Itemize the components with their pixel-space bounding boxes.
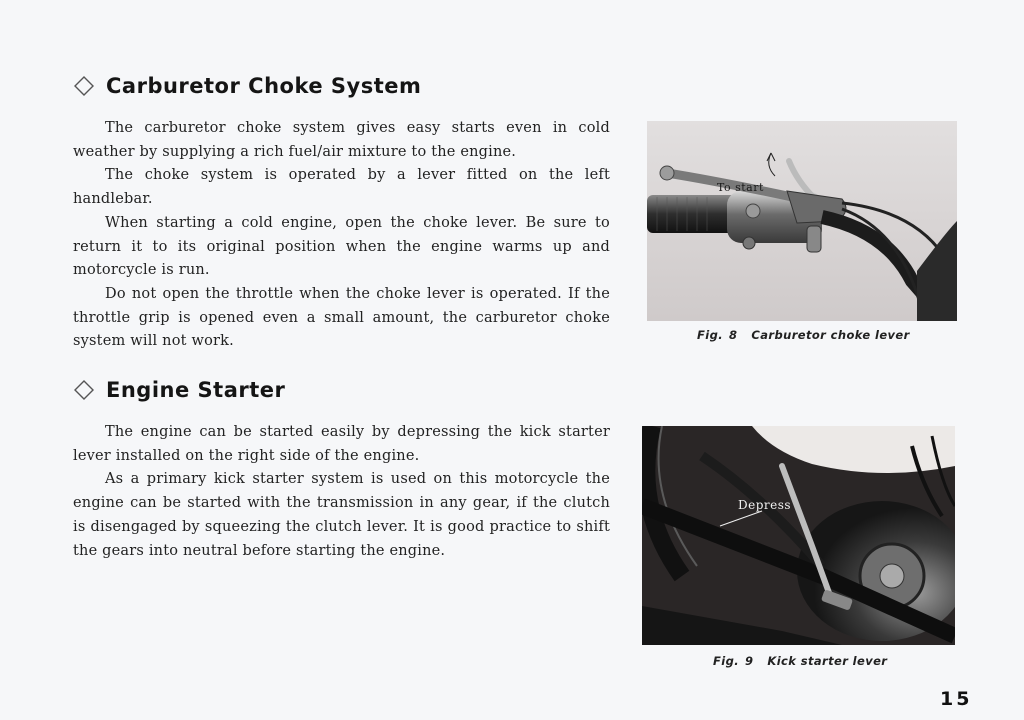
diamond-bullet-icon — [74, 380, 94, 400]
paragraph: When starting a cold engine, open the choke lever. Be sure to return it to its original position when the engine warms up and motorcycle is run. — [73, 214, 610, 279]
engine-illustration — [642, 426, 955, 645]
figure-caption-text: Kick starter lever — [767, 654, 888, 668]
figure-number: 9 — [745, 654, 754, 668]
section-body-carburetor-choke — [73, 117, 610, 354]
figure-label: Fig. — [697, 328, 723, 342]
figure-caption-8 — [697, 328, 910, 342]
figure-caption-9 — [713, 654, 887, 668]
figure-kick-starter-photo — [642, 426, 955, 645]
paragraph: The choke system is operated by a lever fitted on the left handlebar. — [73, 167, 610, 208]
figure-label: Fig. — [713, 654, 739, 668]
page-number: 15 — [940, 688, 973, 710]
section-heading-engine-starter — [74, 378, 285, 402]
paragraph: Do not open the throttle when the choke lever is operated. If the throttle grip is opened even a small amount, the carburetor choke system will not work. — [73, 285, 610, 350]
diamond-bullet-icon — [74, 76, 94, 96]
section-heading-carburetor-choke — [74, 74, 421, 98]
paragraph: The carburetor choke system gives easy starts even in cold weather by supplying a rich fuel/air mixture to the engine. — [73, 120, 610, 160]
section-title: Engine Starter — [106, 378, 286, 402]
section-body-engine-starter — [73, 421, 610, 563]
photo-label-to-start: To start — [717, 181, 764, 194]
section-title: Carburetor Choke System — [106, 74, 422, 98]
figure-caption-text: Carburetor choke lever — [751, 328, 910, 342]
paragraph: The engine can be started easily by depressing the kick starter lever installed on the right side of the engine. — [73, 424, 610, 464]
handlebar-illustration — [647, 121, 957, 321]
photo-label-depress: Depress — [738, 498, 792, 512]
paragraph: As a primary kick starter system is used on this motorcycle the engine can be started with the transmission in any gear, if the clutch is disengaged by squeezing the clutch lever. It is good practice to shift the gears into neutral before starting the engine. — [73, 471, 610, 559]
figure-choke-lever-photo — [647, 121, 957, 321]
figure-number: 8 — [729, 328, 738, 342]
